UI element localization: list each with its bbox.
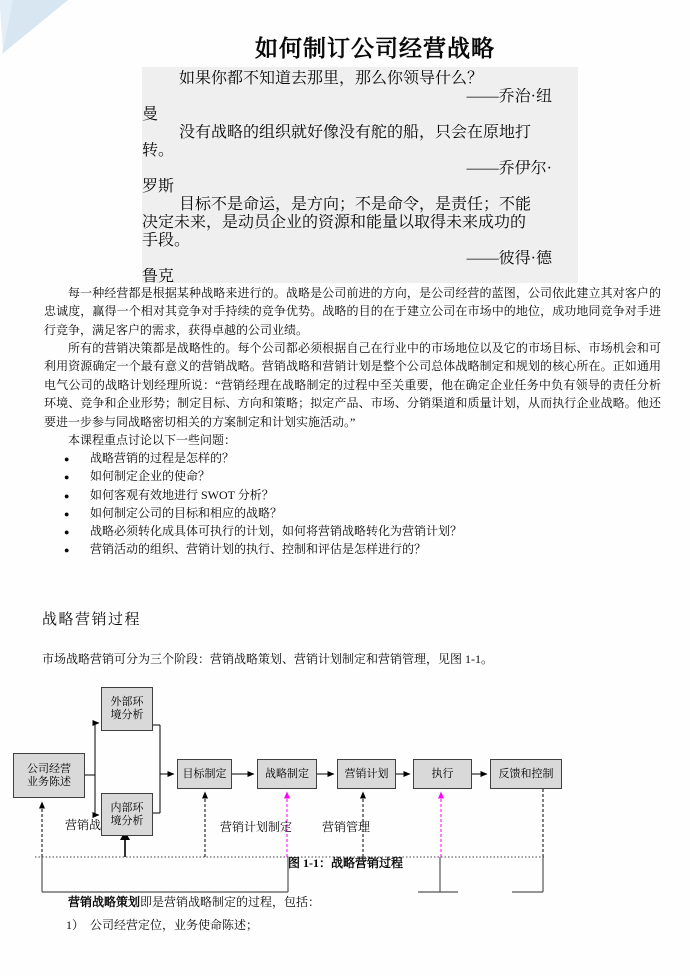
quote-line: 罗斯 (142, 178, 175, 195)
flow-box-internal-environment: 内部环 境分析 (101, 793, 153, 836)
list-item-text: 营销活动的组织、营销计划的执行、控制和评估是怎样进行的？ (90, 542, 427, 557)
quote-line: 手段。 (142, 232, 191, 249)
list-item (64, 504, 644, 522)
phase-label-plan-formulation: 营销计划制定 (220, 820, 293, 834)
quote-line: 转。 (142, 142, 175, 159)
flow-box-goal-setting: 目标制定 (177, 759, 232, 789)
quote-block (142, 67, 578, 283)
list-item (64, 522, 644, 540)
quote-line: 如果你都不知道去那里，那么你领导什么？ (179, 70, 484, 87)
bullet-icon: ● (64, 545, 70, 556)
list-item-text: 如何制定公司的目标和相应的战略？ (90, 505, 283, 520)
list-item-text: 战略必须转化成具体可执行的计划，如何将营销战略转化为营销计划？ (90, 524, 463, 539)
bullet-icon: ● (64, 490, 70, 501)
section-intro: 市场战略营销可分为三个阶段：营销战略策划、营销计划制定和营销管理，见图 1-1。 (42, 652, 493, 666)
paragraph-marketing-decisions: 所有的营销决策都是战略性的。每个公司都必须根据自己在行业中的市场地位以及它的市场目标、市场机会和可利用资源确定一个最有意义的营销战略。营销战略和营销计划是整个公司总体战略制定和规划的核心所在。正如通用电气公司的战略计划经理所说：“营销经理在战略制定的过程中至关重要，他在确定企业任务中负有领导的责任分析环境、竞争和企业形势；制定目标、方向和策略；拟定产品、市场、分销渠道和质量计划，从而执行企业战略。他还要进一步参与同战略密切相关的方案制定和计划实施活动。” (44, 341, 661, 429)
quote-attribution: ——乔治·纽 (466, 88, 552, 105)
item-number: 1） (66, 918, 85, 932)
quote-line: 曼 (142, 106, 159, 123)
list-item (64, 449, 644, 467)
topic-bullet-list (64, 449, 644, 559)
quote-line: 目标不是命运，是方向；不是命令，是责任；不能 (179, 196, 532, 213)
quote-attribution: ——乔伊尔· (466, 160, 552, 177)
strategic-marketing-process-diagram (0, 675, 690, 925)
list-item-text: 如何制定企业的使命？ (90, 469, 211, 484)
phase-label-strategy-planning: 营销战 (65, 818, 102, 832)
flow-box-execution: 执行 (413, 759, 472, 789)
list-item (64, 540, 644, 558)
list-item (64, 486, 644, 504)
flow-box-strategy-formulation: 战略制定 (257, 759, 317, 789)
flow-box-external-environment: 外部环 境分析 (101, 687, 153, 731)
flow-box-marketing-plan: 营销计划 (337, 759, 396, 789)
paragraph-strategy-definition: 每一种经营都是根据某种战略来进行的。战略是公司前进的方向，是公司经营的蓝图，公司依此建立其对客户的忠诚度，赢得一个相对其竞争对手持续的竞争优势。战略的目的在于建立公司在市场中的地位，成功地同竞争对手进行竞争，满足客户的需求，获得卓越的公司业绩。 (44, 286, 661, 337)
bold-term: 营销战略策划 (68, 895, 141, 909)
quote-line: 没有战略的组织就好像没有舵的船，只会在原地打 (179, 124, 532, 141)
section-heading: 战略营销过程 (42, 612, 142, 628)
list-item-text: 如何客观有效地进行 SWOT 分析？ (90, 487, 274, 502)
figure-caption: 图 1-1：战略营销过程 (288, 856, 403, 870)
list-item (64, 467, 644, 485)
bullet-icon: ● (64, 454, 70, 464)
flow-box-feedback-control: 反馈和控制 (490, 759, 562, 789)
paragraph-strategy-planning-definition: 营销战略策划即是营销战略制定的过程，包括： (68, 895, 321, 909)
paragraph-lead-in: 本课程重点讨论以下一些问题： (68, 433, 237, 447)
page-title: 如何制订公司经营战略 (255, 36, 495, 61)
flow-box-business-mission: 公司经营 业务陈述 (13, 753, 85, 798)
bullet-icon: ● (64, 508, 70, 519)
phase-label-marketing-management: 营销管理 (322, 820, 371, 834)
quote-attribution: ——彼得·德 (466, 250, 552, 267)
bullet-icon: ● (64, 527, 70, 538)
bullet-icon: ● (64, 472, 70, 483)
numbered-list-item: 1） 公司经营定位，业务使命陈述； (66, 918, 259, 932)
quote-line: 决定未来，是动员企业的资源和能量以取得未来成功的 (142, 214, 527, 231)
quote-line: 鲁克 (142, 268, 175, 285)
list-item-text: 战略营销的过程是怎样的？ (90, 451, 235, 465)
